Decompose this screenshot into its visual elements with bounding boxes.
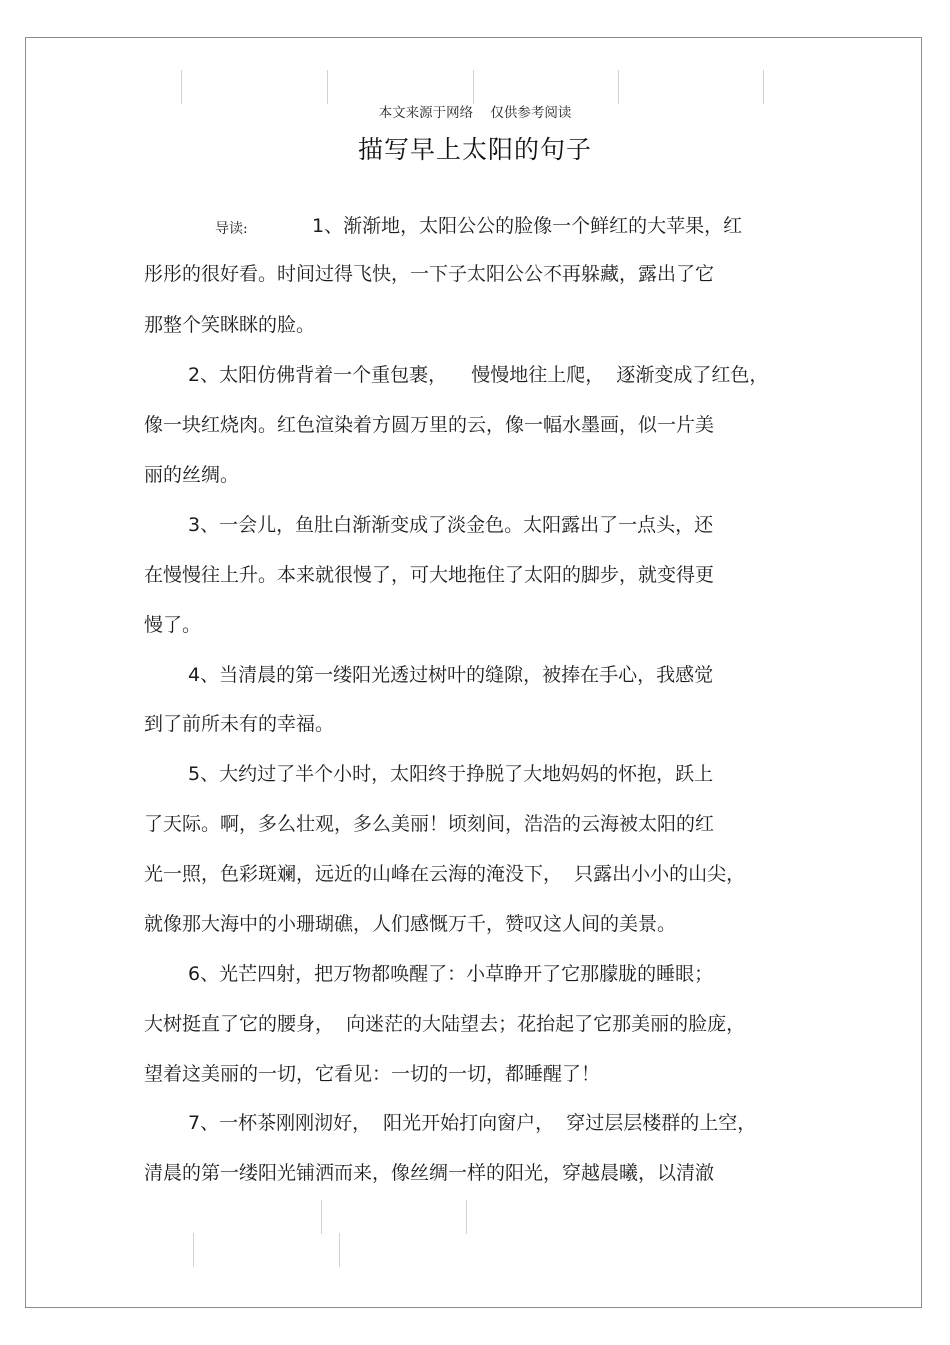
scan-tick-mark	[181, 70, 182, 104]
body-line: 1、渐渐地，太阳公公的脸像一个鲜红的大苹果，红	[312, 215, 743, 237]
scan-tick-mark	[763, 70, 764, 104]
scan-tick-mark	[473, 70, 474, 104]
lead-label: 导读:	[215, 221, 248, 237]
body-line: 7、一杯茶刚刚沏好， 阳光开始打向窗户， 穿过层层楼群的上空，	[188, 1112, 757, 1134]
body-line: 了天际。啊，多么壮观，多么美丽！顷刻间，浩浩的云海被太阳的红	[144, 813, 715, 835]
body-line: 2、太阳仿佛背着一个重包裹， 慢慢地往上爬， 逐渐变成了红色，	[188, 364, 769, 386]
body-line: 到了前所未有的幸福。	[144, 713, 335, 735]
scan-tick-mark	[339, 1233, 340, 1267]
body-line: 在慢慢往上升。本来就很慢了，可大地拖住了太阳的脚步，就变得更	[144, 564, 715, 586]
body-line: 慢了。	[144, 614, 202, 636]
body-line: 彤彤的很好看。时间过得飞快，一下子太阳公公不再躲藏，露出了它	[144, 263, 715, 285]
scan-tick-mark	[618, 70, 619, 104]
body-line: 望着这美丽的一切，它看见：一切的一切，都睡醒了！	[144, 1063, 601, 1085]
body-line: 6、光芒四射，把万物都唤醒了：小草睁开了它那朦胧的睡眼；	[188, 963, 714, 985]
body-line: 大树挺直了它的腰身， 向迷茫的大陆望去；花抬起了它那美丽的脸庞，	[144, 1013, 746, 1035]
body-line: 5、大约过了半个小时，太阳终于挣脱了大地妈妈的怀抱，跃上	[188, 763, 714, 785]
body-line: 像一块红烧肉。红色渲染着方圆万里的云，像一幅水墨画，似一片美	[144, 414, 715, 436]
body-line: 3、一会儿，鱼肚白渐渐变成了淡金色。太阳露出了一点头，还	[188, 514, 714, 536]
scan-tick-mark	[466, 1200, 467, 1234]
body-line: 4、当清晨的第一缕阳光透过树叶的缝隙，被捧在手心，我感觉	[188, 664, 714, 686]
body-line: 光一照，色彩斑斓，远近的山峰在云海的淹没下， 只露出小小的山尖，	[144, 863, 746, 885]
source-note: 本文来源于网络 仅供参考阅读	[378, 105, 572, 121]
scan-tick-mark	[193, 1233, 194, 1267]
scan-tick-mark	[327, 70, 328, 104]
body-line: 丽的丝绸。	[144, 464, 240, 486]
body-line: 那整个笑眯眯的脸。	[144, 314, 316, 336]
body-line: 清晨的第一缕阳光铺洒而来，像丝绸一样的阳光，穿越晨曦，以清澈	[144, 1162, 715, 1184]
scan-tick-mark	[321, 1200, 322, 1234]
page-title: 描写早上太阳的句子	[357, 135, 592, 164]
body-line: 就像那大海中的小珊瑚礁，人们感慨万千，赞叹这人间的美景。	[144, 913, 677, 935]
